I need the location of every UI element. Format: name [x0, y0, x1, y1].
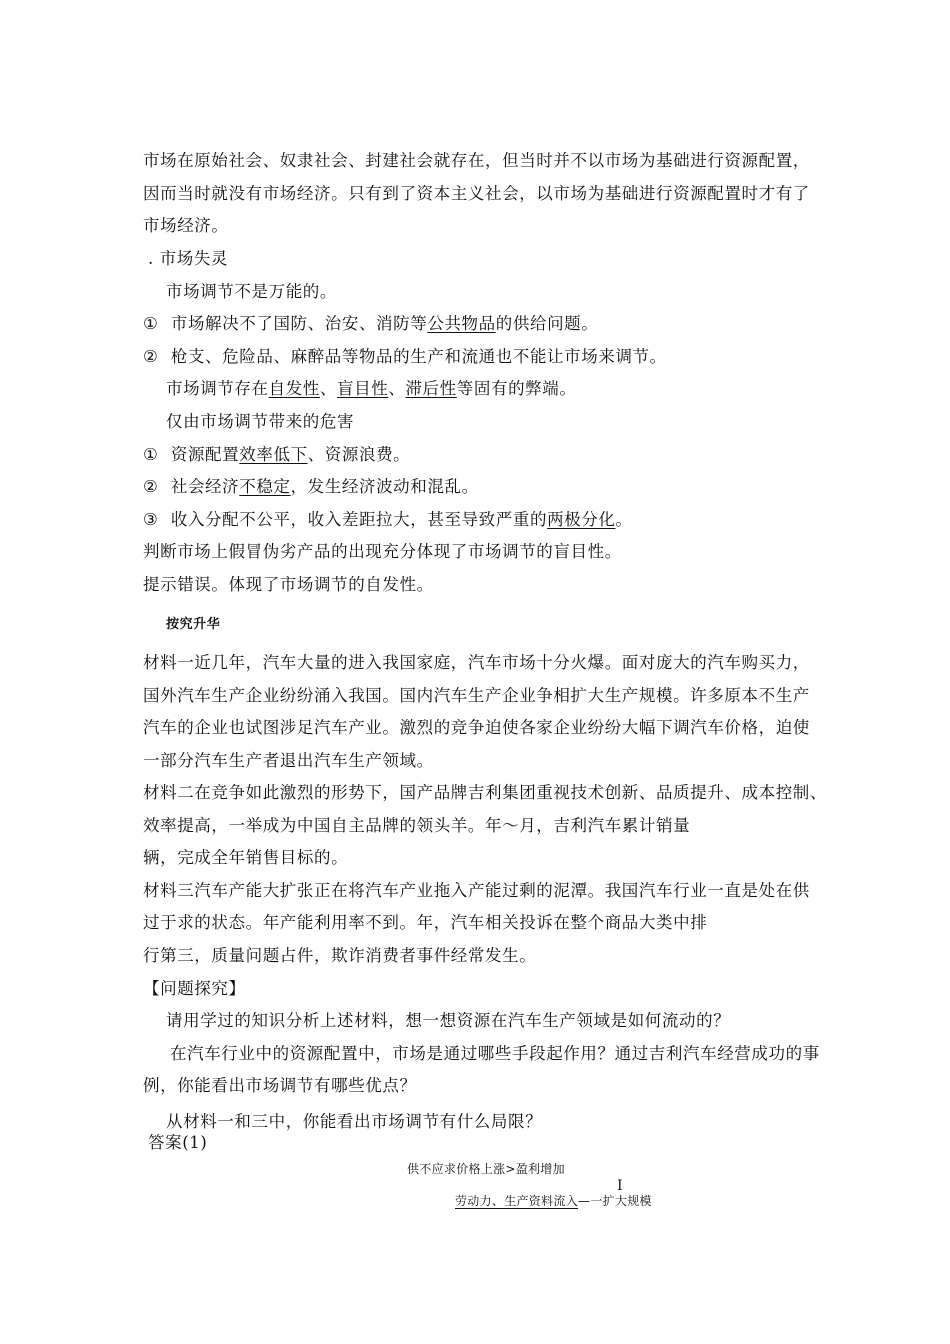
material-3-line-3: 行第三，质量问题占件，欺诈消费者事件经常发生。: [143, 946, 537, 965]
material-3-line-2: 过于求的状态。年产能利用率不到。年，汽车相关投诉在整个商品大类中排: [143, 913, 708, 932]
material-2-line-3: 辆，完成全年销售目标的。: [143, 848, 349, 867]
item-text: 收入分配不公平，收入差距拉大，甚至导致严重的: [170, 510, 548, 529]
judgement-statement: 判断市场上假冒伪劣产品的出现充分体现了市场调节的盲目性。: [143, 542, 622, 561]
underlined-term: 效率低下: [239, 445, 308, 464]
harm-item-1: [143, 444, 410, 466]
item-text: 枪支、危险品、麻醉品等物品的生产和流通也不能让市场来调节。: [170, 347, 667, 366]
harm-item-3: [143, 509, 633, 531]
diagram-top-text: 供不应求价格上涨>盈利增加: [407, 1162, 565, 1176]
material-1-line-1: 材料一近几年，汽车大量的进入我国家庭，汽车市场十分火爆。面对庞大的汽车购买力，: [143, 653, 810, 672]
item-number: ②: [143, 477, 159, 496]
intro-line-3: 市场经济。: [143, 216, 229, 235]
material-2-line-1: 材料二在竞争如此激烈的形势下，国产品牌吉利集团重视技术创新、品质提升、成本控制、: [143, 783, 827, 802]
underlined-term: 公共物品: [427, 314, 496, 333]
underlined-term: 滞后性: [405, 379, 457, 398]
text: —一扩大规模: [578, 1194, 652, 1208]
material-1-line-2: 国外汽车生产企业纷纷涌入我国。国内汽车生产企业争相扩大生产规模。许多原本不生产: [143, 686, 810, 705]
question-3: 从材料一和三中，你能看出市场调节有什么局限？: [166, 1112, 543, 1131]
text: 市场调节存在: [166, 379, 269, 398]
material-2-line-2: 效率提高，一举成为中国自主品牌的领头羊。年～月，吉利汽车累计销量: [143, 816, 691, 835]
underlined-term: 自发性: [268, 379, 320, 398]
material-3-line-1: 材料三汽车产能大扩张正在将汽车产业拖入产能过剩的泥潭。我国汽车行业一直是处在供: [143, 881, 810, 900]
material-1-line-3: 汽车的企业也试图涉足汽车产业。激烈的竞争迫使各家企业纷纷大幅下调汽车价格，迫使: [143, 718, 810, 737]
item-number: ②: [143, 347, 159, 366]
subpoint-inherent-flaws: [166, 378, 576, 400]
subpoint-harms: 仅由市场调节带来的危害: [166, 412, 355, 431]
text: 、: [388, 379, 406, 398]
intro-line-2: 因而当时就没有市场经济。只有到了资本主义社会，以市场为基础进行资源配置时才有了: [143, 184, 810, 203]
item-text: 、资源浪费。: [307, 445, 411, 464]
material-1-line-4: 一部分汽车生产者退出汽车生产领域。: [143, 751, 434, 770]
item-text: 资源配置: [170, 445, 240, 464]
diagram-arrow: I: [617, 1178, 624, 1194]
item-text: 的供给问题。: [495, 314, 599, 333]
item-text: ，发生经济波动和混乱。: [290, 477, 479, 496]
judgement-hint: 提示错误。体现了市场调节的自发性。: [143, 575, 434, 594]
underlined-term: 不稳定: [239, 477, 291, 496]
item-text: 。: [615, 510, 633, 529]
item-number: ①: [143, 445, 159, 464]
diagram-bottom-text: [455, 1193, 652, 1209]
answer-label: 答案(1): [148, 1133, 208, 1152]
question-2-line-2: 例，你能看出市场调节有哪些优点？: [143, 1076, 417, 1095]
failure-item-1: [143, 313, 598, 335]
item-text: 市场解决不了国防、治安、消防等: [170, 314, 428, 333]
question-1: 请用学过的知识分析上述材料，想一想资源在汽车生产领域是如何流动的？: [166, 1011, 731, 1030]
questions-heading: 【问题探究】: [143, 979, 246, 998]
section-heading-market-failure: . 市场失灵: [148, 249, 229, 268]
subpoint-not-omnipotent: 市场调节不是万能的。: [166, 282, 337, 301]
section-heading-explore: 按究升华: [166, 617, 221, 632]
text: 等固有的弊端。: [456, 379, 577, 398]
harm-item-2: [143, 476, 479, 498]
item-text: 社会经济: [170, 477, 240, 496]
failure-item-2: [143, 346, 667, 368]
question-2-line-1: 在汽车行业中的资源配置中，市场是通过哪些手段起作用？通过吉利汽车经营成功的事: [170, 1044, 820, 1063]
text: 、: [319, 379, 338, 398]
item-number: ①: [143, 314, 159, 333]
intro-line-1: 市场在原始社会、奴隶社会、封建社会就存在，但当时并不以市场为基础进行资源配置，: [143, 151, 810, 170]
underlined-term: 劳动力、生产资料流入: [455, 1194, 579, 1208]
item-number: ③: [143, 510, 159, 529]
underlined-term: 两极分化: [547, 510, 616, 529]
underlined-term: 盲目性: [337, 379, 389, 398]
